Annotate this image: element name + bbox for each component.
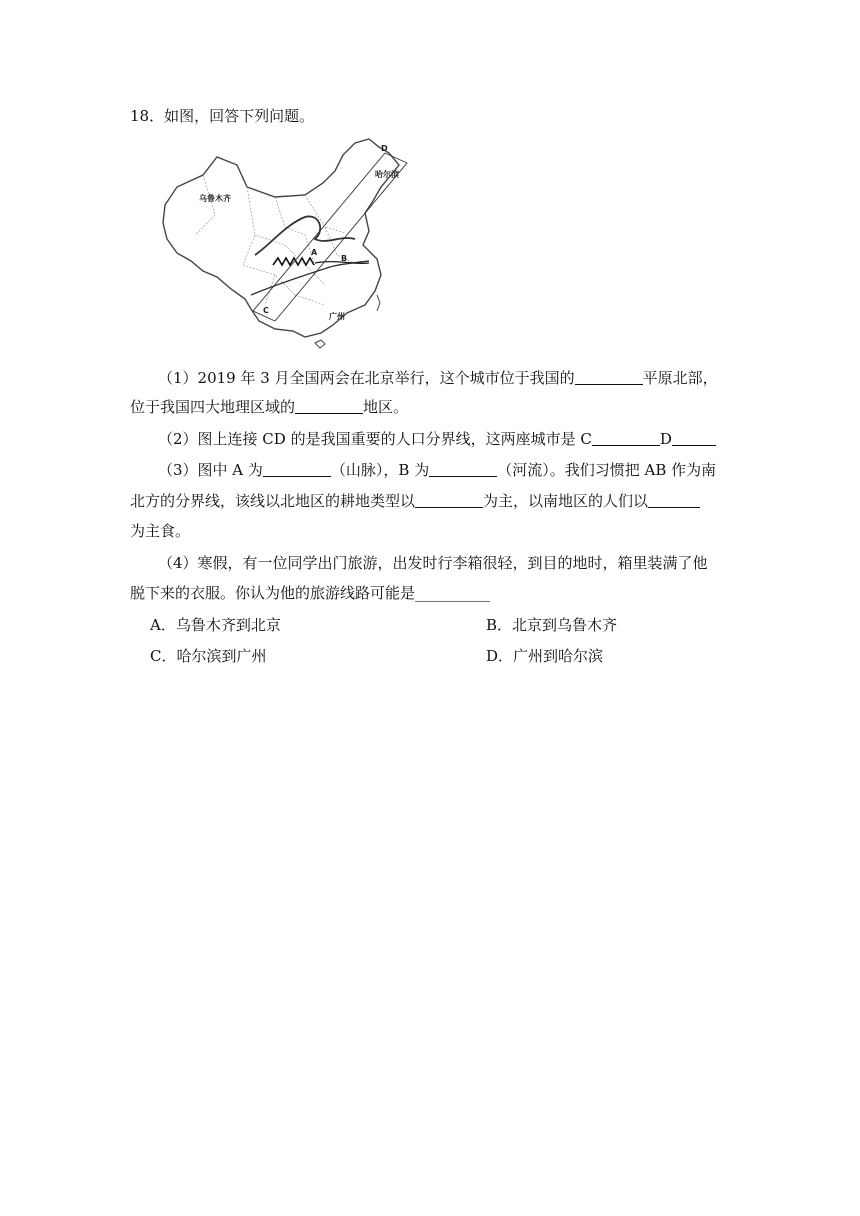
part4-line2: 脱下来的衣服。你认为他的旅游线路可能是__________ — [130, 584, 491, 602]
svg-text:A: A — [311, 248, 318, 257]
option-d[interactable]: D．广州到哈尔滨 — [486, 647, 604, 665]
option-b[interactable]: B．北京到乌鲁木齐 — [486, 616, 618, 634]
answer-blank[interactable] — [263, 460, 331, 477]
part1-line2: 位于我国四大地理区域的 地区。 — [130, 398, 409, 416]
part3-line2: 北方的分界线，该线以北地区的耕地类型以 为主，以南地区的人们以 — [130, 490, 730, 512]
answer-blank[interactable] — [429, 460, 497, 477]
qinling-mountain-line — [273, 258, 314, 265]
question-title: 18．如图，回答下列问题。 — [130, 107, 315, 125]
china-map — [155, 135, 417, 353]
answer-blank[interactable] — [648, 491, 700, 508]
part3-line3: 为主食。 — [130, 522, 191, 540]
part4-line1: （4）寒假，有一位同学出门旅游，出发时行李箱很轻，到目的地时，箱里装满了他 — [158, 554, 708, 572]
svg-text:哈尔滨: 哈尔滨 — [375, 170, 399, 179]
answer-blank[interactable] — [592, 429, 660, 446]
answer-blank[interactable] — [575, 368, 643, 385]
svg-text:C: C — [263, 306, 269, 315]
part3-line1: （3）图中 A 为 （山脉），B 为 （河流）。我们习惯把 AB 作为南 — [158, 461, 717, 479]
option-c[interactable]: C．哈尔滨到广州 — [150, 647, 267, 665]
answer-blank[interactable] — [295, 397, 363, 414]
answer-blank[interactable] — [672, 429, 716, 446]
svg-text:广州: 广州 — [329, 312, 345, 321]
answer-blank[interactable] — [415, 491, 483, 508]
part1-line1: （1）2019 年 3 月全国两会在北京举行，这个城市位于我国的 平原北部， — [158, 369, 718, 387]
svg-text:B: B — [341, 254, 348, 263]
part2-line: （2）图上连接 CD 的是我国重要的人口分界线，这两座城市是 C D — [130, 428, 730, 450]
option-a[interactable]: A．乌鲁木齐到北京 — [150, 616, 281, 634]
svg-text:乌鲁木齐: 乌鲁木齐 — [199, 194, 231, 203]
country-outline — [163, 139, 399, 337]
svg-text:D: D — [381, 144, 388, 153]
